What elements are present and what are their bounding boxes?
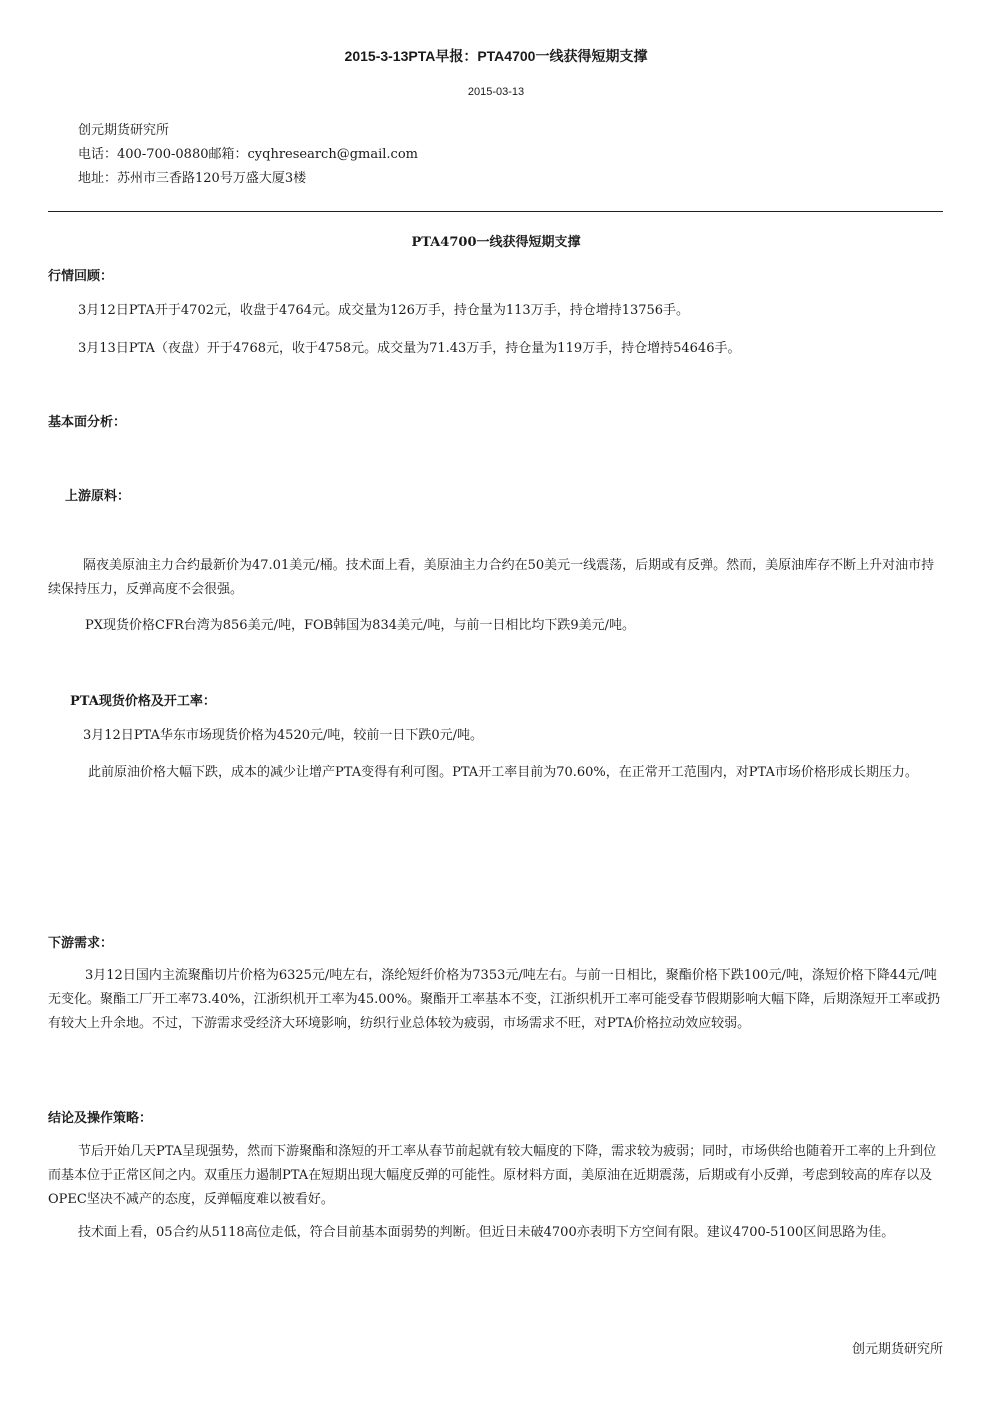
contact-phone-email: 电话：400-700-0880邮箱：cyqhresearch@gmail.com <box>78 147 418 162</box>
conclusion-paragraph: 节后开始几天PTA呈现强势，然而下游聚酯和涤短的开工率从春节前起就有较大幅度的下降，需求较为疲弱；同时，市场供给也随着开工率的上升到位而基本位于正常区间之内。双重压力遏制PTA在短期出现大幅度反弹的可能性。原材料方面，美原油在近期震荡，后期或有小反弹，考虑到较高的库存以及OPEC坚决不减产的态度，反弹幅度难以被看好。 <box>48 1144 937 1207</box>
document-title: 2015-3-13PTA早报：PTA4700一线获得短期支撑 <box>344 48 648 64</box>
contact-address: 地址：苏州市三香路120号万盛大厦3楼 <box>78 171 307 186</box>
conclusion-heading: 结论及操作策略： <box>48 1111 153 1126</box>
upstream-heading: 上游原料： <box>65 489 131 504</box>
footer-org: 创元期货研究所 <box>851 1342 943 1357</box>
spot-price-paragraph: 此前原油价格大幅下跌，成本的减少让增产PTA变得有利可图。PTA开工率目前为70.60%，在正常开工范围内，对PTA市场价格形成长期压力。 <box>88 765 918 780</box>
upstream-paragraph: 隔夜美原油主力合约最新价为47.01美元/桶。技术面上看，美原油主力合约在50美元一线震荡，后期或有反弹。然而，美原油库存不断上升对油市持续保持压力，反弹高度不会很强。 <box>48 558 935 597</box>
spot-price-heading: PTA现货价格及开工率： <box>70 694 216 709</box>
conclusion-paragraph: 技术面上看，05合约从5118高位走低，符合目前基本面弱势的判断。但近日未破4700亦表明下方空间有限。建议4700-5100区间思路为佳。 <box>78 1225 895 1240</box>
downstream-heading: 下游需求： <box>48 936 114 951</box>
market-review-paragraph: 3月12日PTA开于4702元，收盘于4764元。成交量为126万手，持仓量为113万手，持仓增持13756手。 <box>78 303 690 318</box>
downstream-paragraph: 3月12日国内主流聚酯切片价格为6325元/吨左右，涤纶短纤价格为7353元/吨左右。与前一日相比，聚酯价格下跌100元/吨，涤短价格下降44元/吨无变化。聚酯工厂开工率73.40%，江浙织机开工率为45.00%。聚酯开工率基本不变，江浙织机开工率可能受春节假期影响大幅下降，后期涤短开工率或扔有较大上升余地。不过，下游需求受经济大环境影响，纺织行业总体较为疲弱，市场需求不旺，对PTA价格拉动效应较弱。 <box>48 968 941 1031</box>
market-review-heading: 行情回顾： <box>48 269 114 284</box>
upstream-paragraph: PX现货价格CFR台湾为856美元/吨，FOB韩国为834美元/吨，与前一日相比均下跌9美元/吨。 <box>85 618 636 633</box>
contact-org: 创元期货研究所 <box>78 123 170 138</box>
spot-price-paragraph: 3月12日PTA华东市场现货价格为4520元/吨，较前一日下跌0元/吨。 <box>83 728 484 743</box>
market-review-paragraph: 3月13日PTA（夜盘）开于4768元，收于4758元。成交量为71.43万手，持仓量为119万手，持仓增持54646手。 <box>78 341 741 356</box>
contact-block <box>78 119 418 191</box>
article-subtitle: PTA4700一线获得短期支撑 <box>411 235 581 250</box>
document-date: 2015-03-13 <box>467 86 525 98</box>
fundamentals-heading: 基本面分析： <box>48 415 127 430</box>
header-divider <box>48 211 943 212</box>
